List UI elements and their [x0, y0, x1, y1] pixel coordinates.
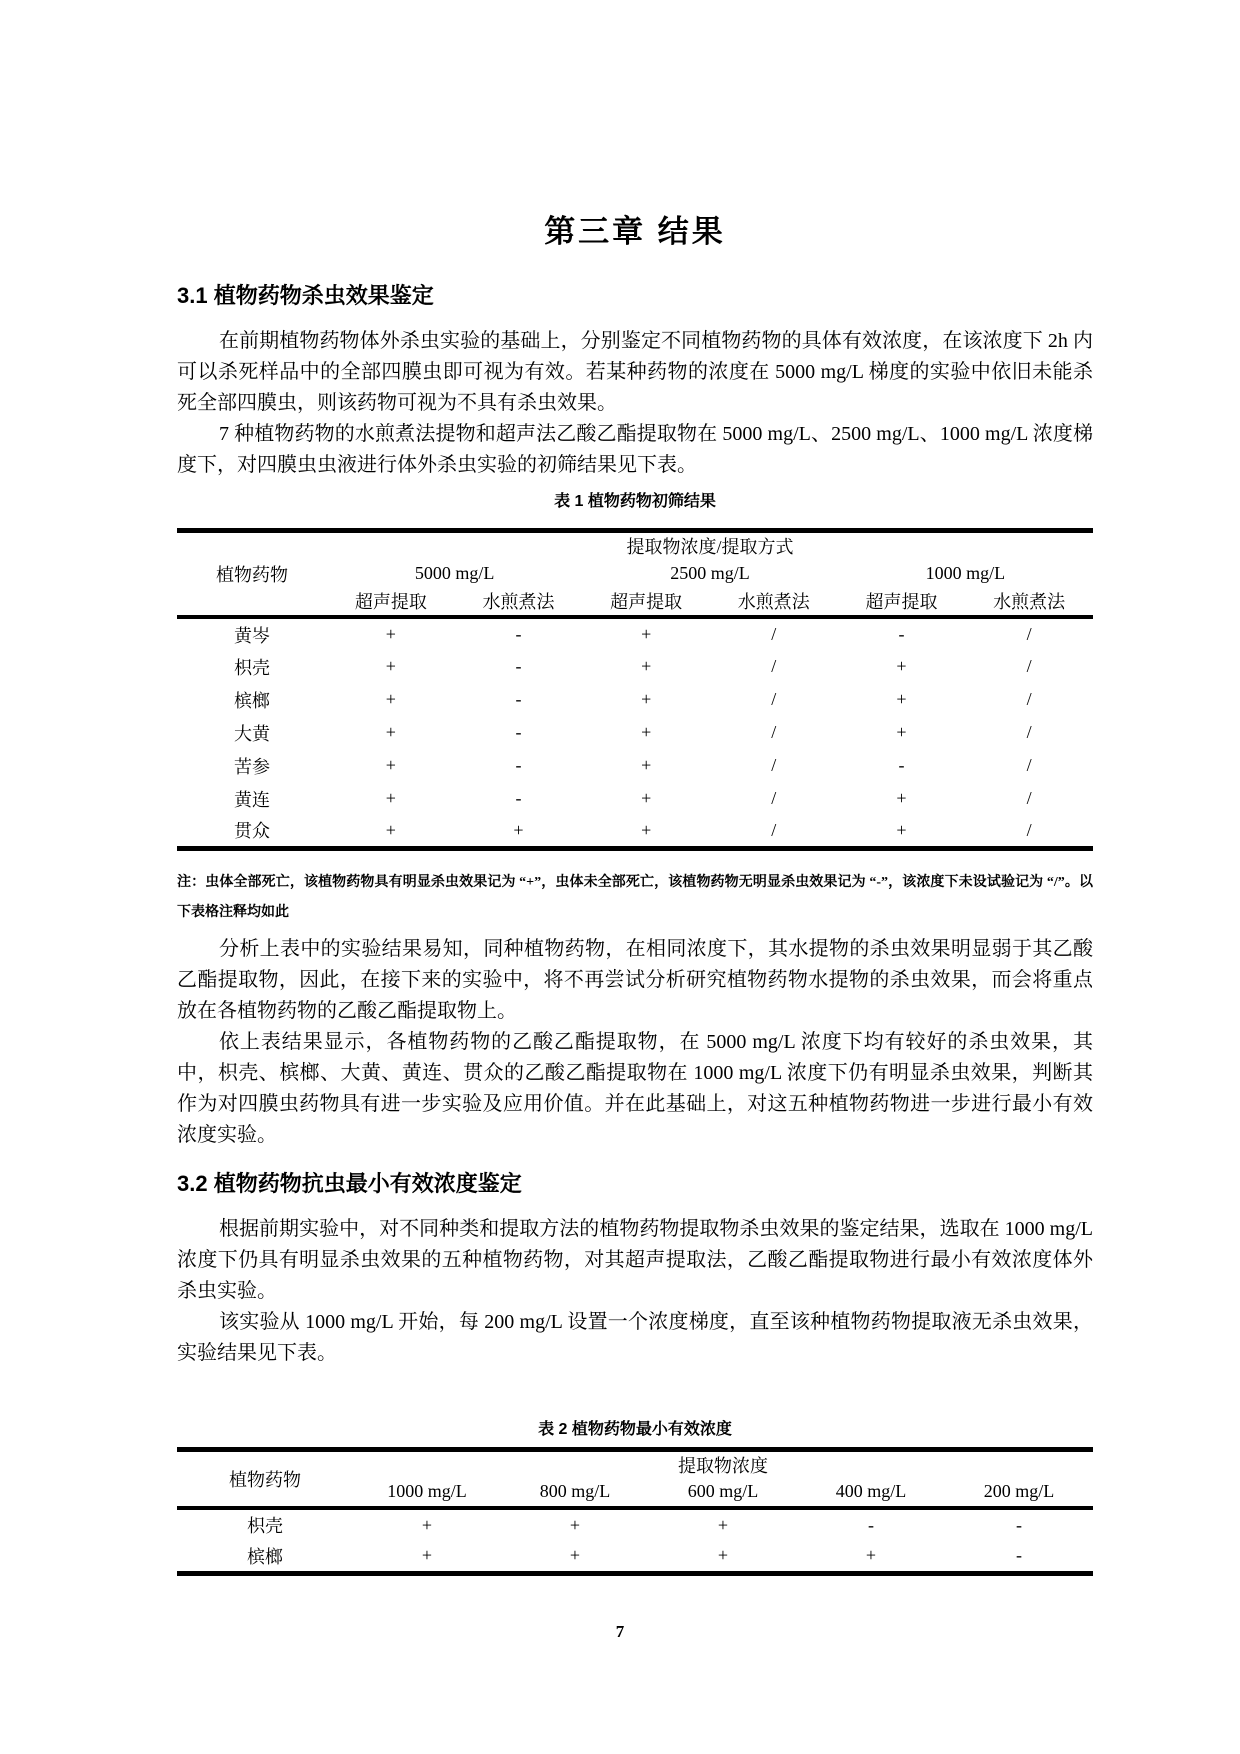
result-cell: +: [896, 722, 907, 742]
result-cell: /: [1026, 722, 1032, 742]
paragraph-gradient-setup: 该实验从 1000 mg/L 开始，每 200 mg/L 设置一个浓度梯度，直至该种植物药物提取液无杀虫效果，实验结果见下表。: [177, 1310, 1093, 1364]
result-cell: /: [1026, 624, 1032, 644]
result-cell: +: [717, 1545, 729, 1566]
table1-conc-5000: 5000 mg/L: [414, 562, 495, 583]
table2-group-header-row: [177, 1449, 1093, 1478]
section-heading-3-1: 3.1 植物药物杀虫效果鉴定: [177, 283, 434, 308]
result-cell: -: [1016, 1545, 1022, 1566]
table2-header-group: 提取物浓度: [678, 1455, 768, 1476]
result-cell: +: [513, 819, 524, 840]
table-row: [177, 1541, 1093, 1574]
result-cell: +: [641, 624, 652, 644]
result-cell: +: [385, 788, 396, 808]
result-cell: /: [1026, 689, 1032, 709]
table2-conc-200: 200 mg/L: [983, 1481, 1055, 1501]
table1-header-group: 提取物浓度/提取方式: [626, 537, 794, 557]
result-cell: +: [385, 755, 396, 775]
table2-header-drug: 植物药物: [229, 1469, 301, 1490]
table1-caption: 表 1 植物药物初筛结果: [554, 493, 716, 510]
result-cell: -: [515, 689, 522, 709]
result-cell: +: [385, 819, 396, 840]
table1-method-decoction-3: 水煎煮法: [993, 592, 1066, 612]
result-cell: +: [569, 1545, 581, 1566]
drug-name-cell: 槟榔: [247, 1546, 283, 1567]
result-cell: /: [1026, 819, 1032, 840]
result-cell: /: [771, 819, 777, 840]
paragraph-analysis-effective-herbs: 依上表结果显示，各植物药物的乙酸乙酯提取物，在 5000 mg/L 浓度下均有较好的杀虫效果，其中，枳壳、槟榔、大黄、黄连、贯众的乙酸乙酯提取物在 1000 mg/L 浓度下仍有明显杀虫效果，判断其作为对四膜虫药物具有进一步实验及应用价值。并在此基础上，对这五种植物药物进一步进行最小有效浓度实验。: [177, 1030, 1093, 1146]
drug-name-cell: 黄连: [234, 789, 270, 810]
result-cell: +: [641, 819, 652, 840]
result-cell: +: [421, 1545, 433, 1566]
result-cell: +: [896, 819, 907, 840]
result-cell: /: [771, 624, 777, 644]
paragraph-effective-concentration: 在前期植物药物体外杀虫实验的基础上，分别鉴定不同植物药物的具体有效浓度，在该浓度下 2h 内可以杀死样品中的全部四膜虫即可视为有效。若某种药物的浓度在 5000 mg/L 梯度的实验中依旧未能杀死全部四膜虫，则该药物可视为不具有杀虫效果。: [177, 330, 1093, 414]
result-cell: -: [515, 624, 522, 644]
section-heading-3-2: 3.2 植物药物抗虫最小有效浓度鉴定: [177, 1170, 522, 1196]
result-cell: +: [641, 656, 652, 676]
table1-initial-screening: [177, 528, 1093, 851]
drug-name-cell: 黄岑: [234, 625, 270, 646]
result-cell: +: [896, 788, 907, 808]
table1-header-drug: 植物药物: [216, 565, 288, 585]
result-cell: /: [1026, 656, 1032, 676]
result-cell: +: [641, 722, 652, 742]
drug-name-cell: 枳壳: [247, 1516, 283, 1536]
result-cell: /: [771, 722, 777, 742]
table-row: [177, 782, 1093, 815]
drug-name-cell: 苦参: [234, 756, 270, 777]
table1-conc-2500: 2500 mg/L: [670, 562, 750, 583]
result-cell: +: [421, 1514, 433, 1535]
result-cell: +: [896, 689, 907, 709]
table-row: [177, 815, 1093, 848]
paragraph-analysis-water-extract: 分析上表中的实验结果易知，同种植物药物，在相同浓度下，其水提物的杀虫效果明显弱于其乙酸乙酯提取物，因此，在接下来的实验中，将不再尝试分析研究植物药物水提物的杀虫效果，而会将重点放在各植物药物的乙酸乙酯提取物上。: [177, 937, 1093, 1022]
chapter-title: 第三章 结果: [544, 214, 726, 249]
result-cell: +: [385, 656, 396, 676]
table2-caption: 表 2 植物药物最小有效浓度: [538, 1420, 732, 1438]
result-cell: /: [771, 755, 777, 775]
result-cell: /: [771, 689, 777, 709]
result-cell: +: [569, 1514, 581, 1535]
result-cell: -: [515, 755, 522, 775]
table2-conc-800: 800 mg/L: [539, 1481, 611, 1501]
result-cell: +: [896, 656, 907, 676]
drug-name-cell: 贯众: [234, 821, 270, 842]
table2-conc-400: 400 mg/L: [835, 1481, 907, 1501]
result-cell: +: [641, 689, 652, 709]
page-number: 7: [615, 1622, 625, 1641]
table-row: [177, 1508, 1093, 1541]
result-cell: +: [385, 722, 396, 742]
table-row: [177, 749, 1093, 782]
result-cell: /: [1026, 788, 1032, 808]
result-cell: +: [865, 1545, 877, 1566]
drug-name-cell: 槟榔: [234, 690, 270, 711]
table1-group-header-row: [177, 531, 1093, 560]
result-cell: -: [898, 624, 905, 644]
result-cell: -: [1016, 1514, 1022, 1535]
result-cell: -: [898, 755, 905, 775]
result-cell: /: [1026, 755, 1032, 775]
table2-conc-600: 600 mg/L: [687, 1481, 759, 1501]
table-row: [177, 683, 1093, 716]
drug-name-cell: 枳壳: [234, 657, 270, 678]
result-cell: -: [515, 722, 522, 742]
result-cell: +: [385, 624, 396, 644]
table1-note: 注：虫体全部死亡，该植物药物具有明显杀虫效果记为 “+”，虫体未全部死亡，该植物药物无明显杀虫效果记为 “-”，该浓度下未设试验记为 “/”。以下表格注释均如此: [177, 874, 1093, 920]
result-cell: +: [717, 1514, 729, 1535]
table2-min-effective-concentration: [177, 1447, 1093, 1577]
table1-method-decoction-2: 水煎煮法: [737, 592, 810, 612]
table1-method-decoction-1: 水煎煮法: [482, 592, 555, 612]
table1-method-ultrasonic-2: 超声提取: [610, 592, 683, 612]
result-cell: /: [771, 788, 777, 808]
result-cell: -: [515, 788, 522, 808]
table-row: [177, 716, 1093, 749]
result-cell: +: [641, 755, 652, 775]
table2-conc-1000: 1000 mg/L: [387, 1481, 467, 1501]
result-cell: -: [868, 1514, 874, 1535]
result-cell: +: [385, 689, 396, 709]
paragraph-min-concentration-intro: 根据前期实验中，对不同种类和提取方法的植物药物提取物杀虫效果的鉴定结果，选取在 1000 mg/L 浓度下仍具有明显杀虫效果的五种植物药物，对其超声提取法，乙酸乙酯提取物进行最小有效浓度体外杀虫实验。: [177, 1217, 1093, 1302]
result-cell: /: [771, 656, 777, 676]
result-cell: +: [641, 788, 652, 808]
table-row: [177, 650, 1093, 683]
paragraph-screening-intro: 7 种植物药物的水煎煮法提物和超声法乙酸乙酯提取物在 5000 mg/L、2500 mg/L、1000 mg/L 浓度梯度下，对四膜虫虫液进行体外杀虫实验的初筛结果见下表。: [177, 423, 1093, 476]
table-row: [177, 617, 1093, 650]
table1-method-ultrasonic-1: 超声提取: [354, 592, 427, 612]
drug-name-cell: 大黄: [234, 723, 270, 744]
table1-conc-1000: 1000 mg/L: [925, 562, 1006, 583]
table1-method-ultrasonic-3: 超声提取: [865, 592, 938, 612]
result-cell: -: [515, 656, 522, 676]
